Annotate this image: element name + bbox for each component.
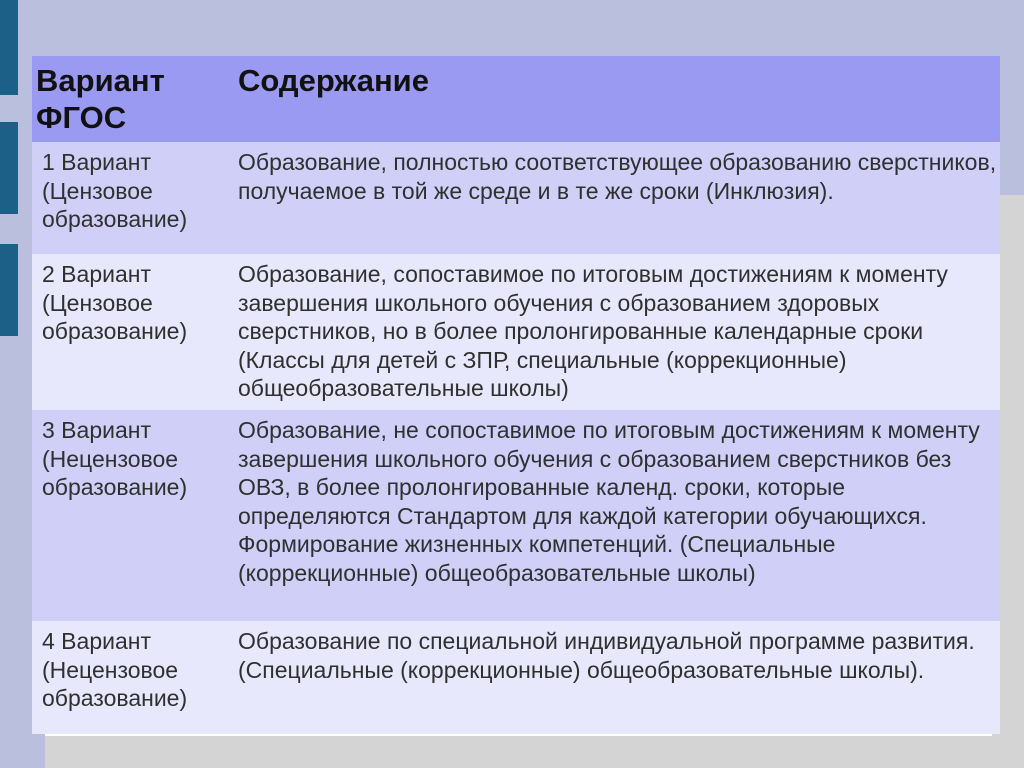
table-row xyxy=(32,621,1000,734)
table-row xyxy=(32,254,1000,410)
variant-cell: 4 Вариант (Нецензовое образование) xyxy=(42,628,188,711)
header-variant: Вариант ФГОС xyxy=(36,63,165,135)
accent-bar-3 xyxy=(0,244,18,336)
content-cell: Образование, сопоставимое по итоговым достижениям к моменту завершения школьного обучения с образованием здоровых сверстников, но в более пролонгированные календарные сроки (Классы для детей с ЗПР, специальные (коррекционные) общеобразовательные школы) xyxy=(238,261,948,401)
table-row xyxy=(32,142,1000,254)
background-bottom xyxy=(45,736,1024,768)
content-cell: Образование, полностью соответствующее образованию сверстников, получаемое в той же среде и в те же сроки (Инклюзия). xyxy=(238,149,997,204)
header-content: Содержание xyxy=(238,63,429,98)
content-cell: Образование по специальной индивидуальной программе развития. (Специальные (коррекционные) общеобразовательные школы). xyxy=(238,628,975,683)
table-row xyxy=(32,410,1000,621)
variant-cell: 3 Вариант (Нецензовое образование) xyxy=(42,417,188,500)
fgos-variants-table xyxy=(32,56,1000,734)
accent-bar-1 xyxy=(0,0,18,95)
table-header-row xyxy=(32,56,1000,142)
content-cell: Образование, не сопоставимое по итоговым достижениям к моменту завершения школьного обучения с образованием сверстников без ОВЗ, в более пролонгированные календ. сроки, которые определяются Стандартом для каждой категории обучающихся. Формирование жизненных компетенций. (Специальные (коррекционные) общеобразовательные школы) xyxy=(238,417,980,586)
variant-cell: 1 Вариант (Цензовое образование) xyxy=(42,149,188,232)
variant-cell: 2 Вариант (Цензовое образование) xyxy=(42,261,188,344)
accent-bar-2 xyxy=(0,122,18,214)
